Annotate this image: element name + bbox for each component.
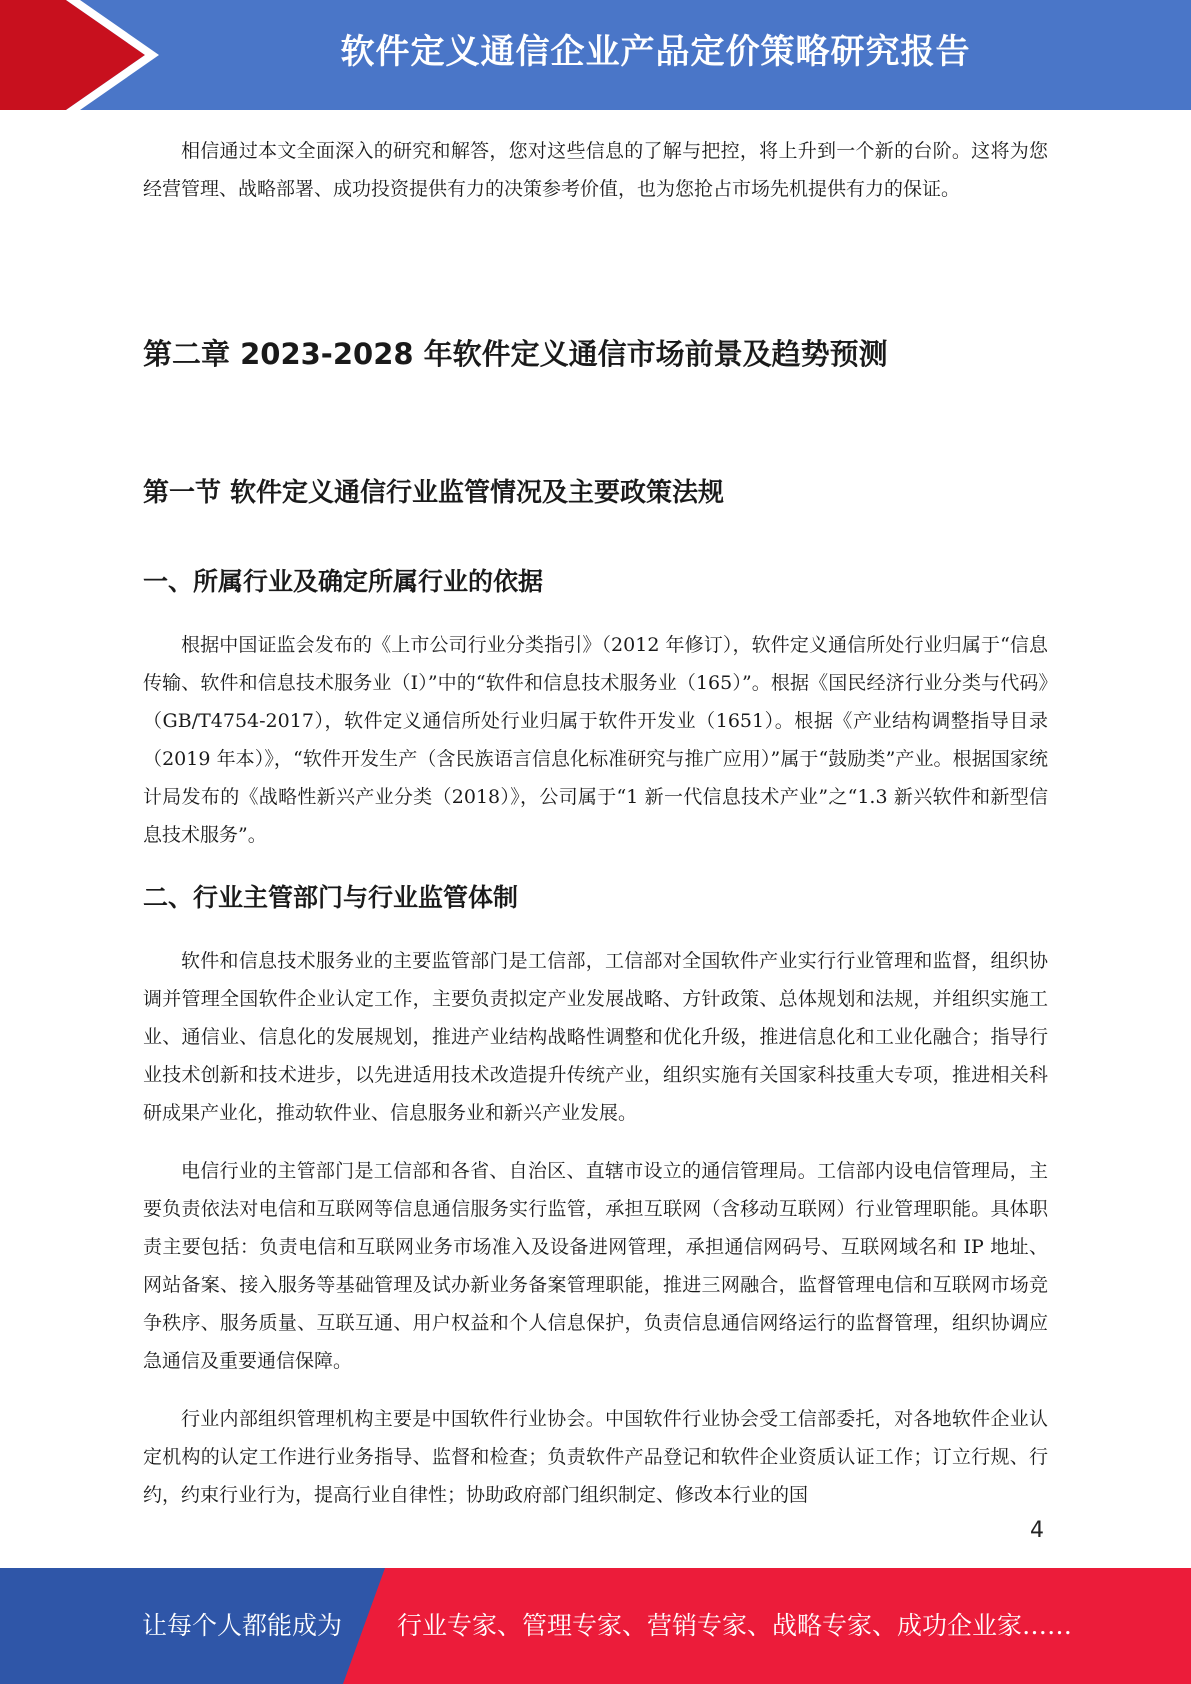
report-title: 软件定义通信企业产品定价策略研究报告 <box>340 32 971 72</box>
subsection-title-2: 二、行业主管部门与行业监管体制 <box>143 883 519 912</box>
chapter-title: 第二章 2023-2028 年软件定义通信市场前景及趋势预测 <box>143 337 888 371</box>
footer-slogan-left: 让每个人都能成为 <box>142 1611 343 1640</box>
subsection-2-body <box>143 942 1048 1514</box>
footer-slogan-right: 行业专家、管理专家、营销专家、战略专家、成功企业家…… <box>397 1611 1073 1640</box>
footer-banner <box>0 1568 1191 1684</box>
document-body <box>143 132 1048 1506</box>
chevron-arrow-icon <box>0 0 160 110</box>
header-banner <box>0 0 1191 110</box>
paragraph: 根据中国证监会发布的《上市公司行业分类指引》（2012 年修订），软件定义通信所处行业归属于“信息传输、软件和信息技术服务业（I）”中的“软件和信息技术服务业（165）”。根据《国民经济行业分类与代码》（GB/T4754-2017），软件定义通信所处行业归属于软件开发业（1651）。根据《产业结构调整指导目录（2019 年本）》，“软件开发生产（含民族语言信息化标准研究与推广应用）”属于“鼓励类”产业。根据国家统计局发布的《战略性新兴产业分类（2018）》，公司属于“1 新一代信息技术产业”之“1.3 新兴软件和新型信息技术服务”。 <box>143 634 1048 846</box>
page-number: 4 <box>1030 1518 1044 1543</box>
intro-paragraph: 相信通过本文全面深入的研究和解答，您对这些信息的了解与把控，将上升到一个新的台阶。这将为您经营管理、战略部署、成功投资提供有力的决策参考价值，也为您抢占市场先机提供有力的保证。 <box>143 140 1048 200</box>
paragraph: 行业内部组织管理机构主要是中国软件行业协会。中国软件行业协会受工信部委托，对各地软件企业认定机构的认定工作进行业务指导、监督和检查；负责软件产品登记和软件企业资质认证工作；订立行规、行约，约束行业行为，提高行业自律性；协助政府部门组织制定、修改本行业的国 <box>143 1408 1048 1506</box>
subsection-title-1: 一、所属行业及确定所属行业的依据 <box>143 567 544 596</box>
paragraph: 软件和信息技术服务业的主要监管部门是工信部，工信部对全国软件产业实行行业管理和监督，组织协调并管理全国软件企业认定工作，主要负责拟定产业发展战略、方针政策、总体规划和法规，并组织实施工业、通信业、信息化的发展规划，推进产业结构战略性调整和优化升级，推进信息化和工业化融合；指导行业技术创新和技术进步，以先进适用技术改造提升传统产业，组织实施有关国家科技重大专项，推进相关科研成果产业化，推动软件业、信息服务业和新兴产业发展。 <box>143 950 1048 1124</box>
section-title: 第一节 软件定义通信行业监管情况及主要政策法规 <box>143 478 725 508</box>
subsection-1-body <box>143 626 1048 854</box>
paragraph: 电信行业的主管部门是工信部和各省、自治区、直辖市设立的通信管理局。工信部内设电信管理局，主要负责依法对电信和互联网等信息通信服务实行监管，承担互联网（含移动互联网）行业管理职能。具体职责主要包括：负责电信和互联网业务市场准入及设备进网管理，承担通信网码号、互联网域名和 IP 地址、网站备案、接入服务等基础管理及试办新业务备案管理职能，推进三网融合，监督管理电信和互联网市场竞争秩序、服务质量、互联互通、用户权益和个人信息保护，负责信息通信网络运行的监督管理，组织协调应急通信及重要通信保障。 <box>143 1160 1048 1372</box>
